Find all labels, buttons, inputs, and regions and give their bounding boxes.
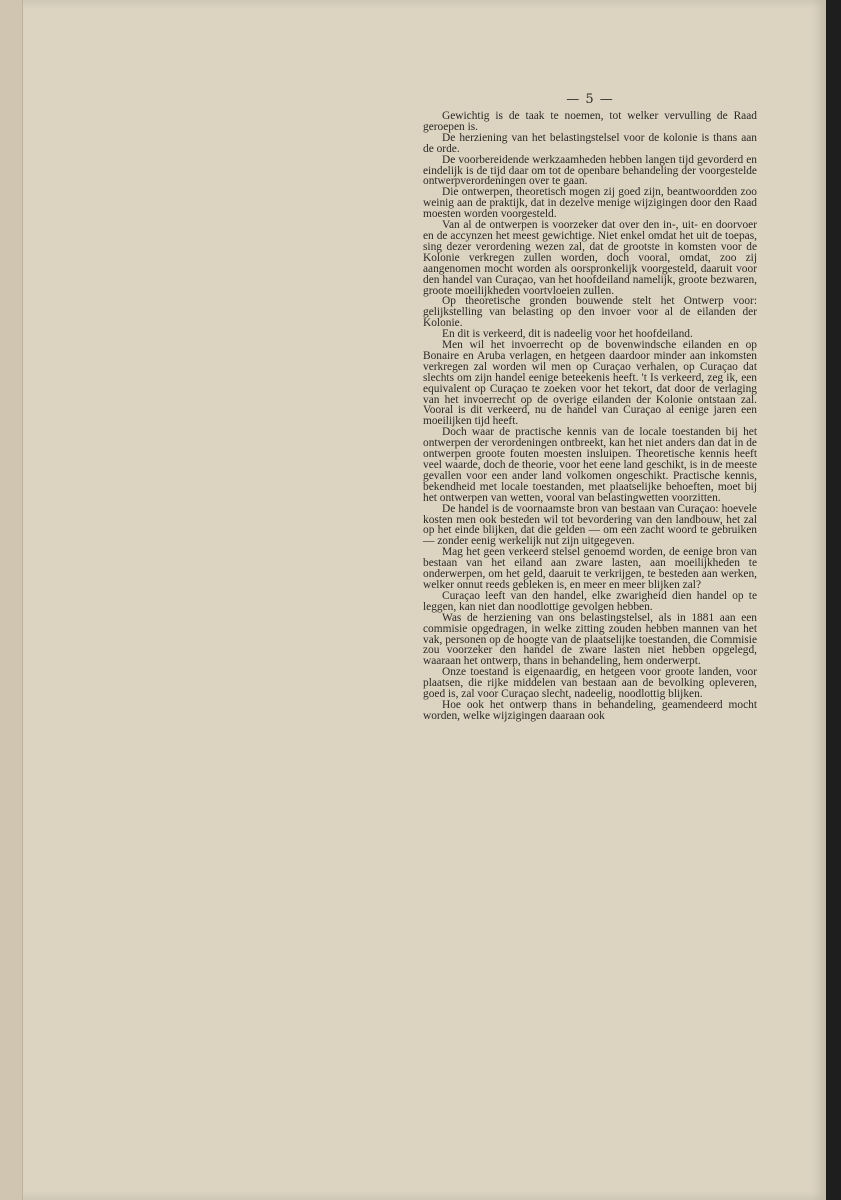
paragraph: Gewichtig is de taak te noemen, tot welker vervulling de Raad geroepen is. xyxy=(423,110,757,133)
paragraph: Mag het geen verkeerd stelsel genoemd worden, de eenige bron van bestaan van het eiland aan zware lasten, aan moeilijkheden te onderwerpen, om het geld, daaruit te verkrijgen, te besteden aan werken, welker onnut reeds gebleken is, en meer en meer blijken zal? xyxy=(423,546,757,591)
paragraph: Van al de ontwerpen is voorzeker dat over den in-, uit- en doorvoer en de accynzen het meest gewichtige. Niet enkel omdat het uit de toepas, sing dezer verordening wezen zal, dat de grootste in komsten voor de Kolonie verkregen zullen worden, doch vooral, omdat, zoo zij aangenomen mocht worden als oorspronkelijk voorgesteld, daaruit voor den handel van Curaçao, van het hoofdeiland namelijk, groote bezwaren, groote moeilijkheden voortvloeien zullen. xyxy=(423,219,757,297)
paragraph: Men wil het invoerrecht op de bovenwindsche eilanden en op Bonaire en Aruba verlagen, en hetgeen daardoor minder aan inkomsten verkregen zal worden wil men op Curaçao verhalen, op Curaçao dat slechts om zijn handel eenige beteekenis heeft. 't Is verkeerd, zeg ik, een equivalent op Curaçao te zoeken voor het tekort, dat door de verlaging van het invoerrecht op de overige eilanden der Kolonie ontstaan zal. Vooral is dit verkeerd, nu de handel van Curaçao al eenige jaren een moeilijken tijd heeft. xyxy=(423,339,757,428)
text-column xyxy=(423,111,757,722)
paragraph: De handel is de voornaamste bron van bestaan van Curaçao: hoevele kosten men ook besteden wil tot bevordering van den landbouw, het zal op het einde blijken, dat die gelden — om een zacht woord te gebruiken — zonder eenig werkelijk nut zijn uitgegeven. xyxy=(423,502,757,548)
paragraph: Onze toestand is eigenaardig, en hetgeen voor groote landen, voor plaatsen, die rijke middelen van bestaan aan de bevolking opleveren, goed is, zal voor Curaçao slecht, nadeelig, noodlottig blijken. xyxy=(423,666,757,701)
paragraph: Curaçao leeft van den handel, elke zwarigheid dien handel op te leggen, kan niet dan noodlottige gevolgen hebben. xyxy=(423,589,757,613)
binding-strip xyxy=(0,0,23,1200)
scan-background-edge xyxy=(826,0,841,1200)
page-number: — 5 — xyxy=(566,92,614,107)
paragraph: Was de herziening van ons belastingstelsel, als in 1881 aan een commisie opgedragen, in welke zitting zouden hebben mannen van het vak, personen op de hoogte van de plaatselijke toestanden, die Commisie zou voorzeker den handel de zware lasten niet hebben opgelegd, waaraan het ontwerp, thans in behandeling, hem onderwerpt. xyxy=(423,611,757,668)
paragraph: Op theoretische gronden bouwende stelt het Ontwerp voor: gelijkstelling van belasting op den invoer voor al de eilanden der Kolonie. xyxy=(423,295,757,330)
paragraph: Hoe ook het ontwerp thans in behandeling, geamendeerd mocht worden, welke wijzigingen daaraan ook xyxy=(423,698,757,722)
paragraph: Die ontwerpen, theoretisch mogen zij goed zijn, beantwoordden zoo weinig aan de praktijk, dat in dezelve menige wijzigingen door den Raad moesten worden voorgesteld. xyxy=(423,186,757,221)
paragraph: De voorbereidende werkzaamheden hebben langen tijd gevorderd en eindelijk is de tijd daar om tot de openbare behandeling der voorgestelde ontwerpverordeningen over te gaan. xyxy=(423,153,757,188)
paragraph: Doch waar de practische kennis van de locale toestanden bij het ontwerpen der verordeningen ontbreekt, kan het niet anders dan dat in de ontwerpen groote fouten moesten insluipen. Theoretische kennis heeft veel waarde, doch de theorie, voor het eene land geschikt, is in de meeste gevallen voor een ander land volkomen ongeschikt. Practische kennis, bekendheid met locale toestanden, met plaatselijke behoeften, moet bij het ontwerpen van wetten, vooral van belastingwetten voorzitten. xyxy=(423,426,757,504)
paragraph: De herziening van het belastingstelsel voor de kolonie is thans aan de orde. xyxy=(423,131,757,155)
paragraph: En dit is verkeerd, dit is nadeelig voor het hoofdeiland. xyxy=(442,328,693,341)
